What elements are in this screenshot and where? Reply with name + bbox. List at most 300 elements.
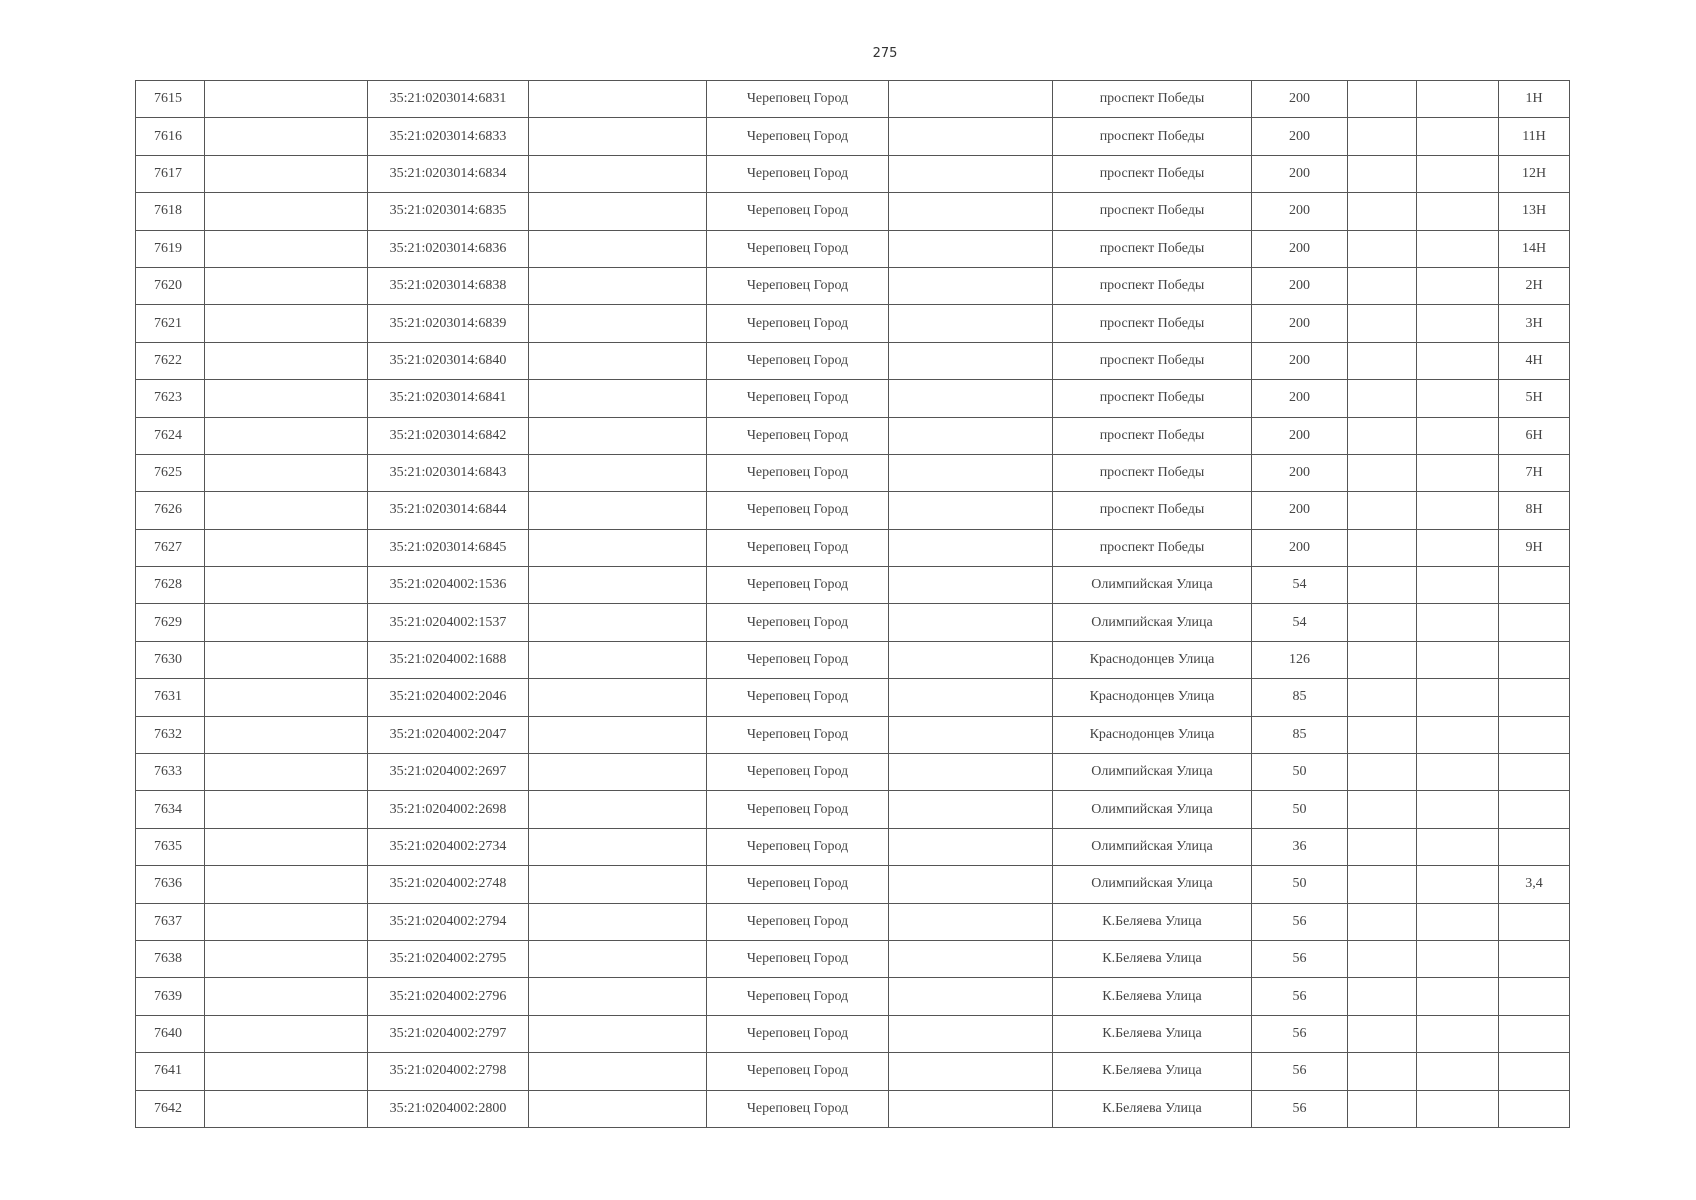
empty-cell xyxy=(1348,230,1417,267)
empty-cell xyxy=(529,81,707,118)
street-cell: проспект Победы xyxy=(1053,380,1252,417)
premises-cell: 8Н xyxy=(1499,492,1570,529)
empty-cell xyxy=(529,567,707,604)
city-cell: Череповец Город xyxy=(707,230,889,267)
table-row xyxy=(136,193,1570,230)
table-row xyxy=(136,380,1570,417)
house-number-cell: 50 xyxy=(1252,791,1348,828)
empty-cell xyxy=(205,454,368,491)
house-number-cell: 200 xyxy=(1252,342,1348,379)
empty-cell xyxy=(1417,230,1499,267)
empty-cell xyxy=(205,155,368,192)
empty-cell xyxy=(1417,978,1499,1015)
row-number-cell: 7634 xyxy=(136,791,205,828)
street-cell: проспект Победы xyxy=(1053,305,1252,342)
empty-cell xyxy=(1417,716,1499,753)
city-cell: Череповец Город xyxy=(707,118,889,155)
cadastral-number-cell: 35:21:0204002:1537 xyxy=(368,604,529,641)
house-number-cell: 126 xyxy=(1252,641,1348,678)
street-cell: Олимпийская Улица xyxy=(1053,828,1252,865)
empty-cell xyxy=(529,1090,707,1127)
empty-cell xyxy=(1417,1053,1499,1090)
premises-cell xyxy=(1499,679,1570,716)
premises-cell xyxy=(1499,940,1570,977)
street-cell: проспект Победы xyxy=(1053,230,1252,267)
house-number-cell: 200 xyxy=(1252,118,1348,155)
house-number-cell: 200 xyxy=(1252,193,1348,230)
empty-cell xyxy=(529,193,707,230)
table-row xyxy=(136,791,1570,828)
cadastral-number-cell: 35:21:0203014:6835 xyxy=(368,193,529,230)
empty-cell xyxy=(205,828,368,865)
empty-cell xyxy=(205,716,368,753)
empty-cell xyxy=(1348,791,1417,828)
empty-cell xyxy=(1348,716,1417,753)
premises-cell xyxy=(1499,754,1570,791)
empty-cell xyxy=(529,380,707,417)
empty-cell xyxy=(205,1015,368,1052)
table-row xyxy=(136,1090,1570,1127)
empty-cell xyxy=(1348,940,1417,977)
row-number-cell: 7626 xyxy=(136,492,205,529)
street-cell: проспект Победы xyxy=(1053,492,1252,529)
empty-cell xyxy=(889,754,1053,791)
cadastral-number-cell: 35:21:0203014:6838 xyxy=(368,267,529,304)
table-row xyxy=(136,567,1570,604)
street-cell: проспект Победы xyxy=(1053,193,1252,230)
empty-cell xyxy=(889,679,1053,716)
empty-cell xyxy=(205,1053,368,1090)
empty-cell xyxy=(889,230,1053,267)
empty-cell xyxy=(1417,903,1499,940)
empty-cell xyxy=(1417,529,1499,566)
street-cell: Краснодонцев Улица xyxy=(1053,641,1252,678)
premises-cell: 11Н xyxy=(1499,118,1570,155)
empty-cell xyxy=(1348,155,1417,192)
empty-cell xyxy=(205,903,368,940)
row-number-cell: 7618 xyxy=(136,193,205,230)
empty-cell xyxy=(205,679,368,716)
empty-cell xyxy=(205,604,368,641)
empty-cell xyxy=(529,1053,707,1090)
empty-cell xyxy=(1348,1015,1417,1052)
empty-cell xyxy=(1348,604,1417,641)
table-row xyxy=(136,1053,1570,1090)
empty-cell xyxy=(889,791,1053,828)
cadastral-number-cell: 35:21:0203014:6842 xyxy=(368,417,529,454)
empty-cell xyxy=(1417,342,1499,379)
house-number-cell: 200 xyxy=(1252,267,1348,304)
table-row xyxy=(136,230,1570,267)
city-cell: Череповец Город xyxy=(707,903,889,940)
empty-cell xyxy=(889,1053,1053,1090)
table-row xyxy=(136,118,1570,155)
empty-cell xyxy=(205,641,368,678)
cadastral-number-cell: 35:21:0204002:2796 xyxy=(368,978,529,1015)
table-row xyxy=(136,81,1570,118)
street-cell: проспект Победы xyxy=(1053,529,1252,566)
empty-cell xyxy=(1348,641,1417,678)
row-number-cell: 7635 xyxy=(136,828,205,865)
empty-cell xyxy=(205,567,368,604)
row-number-cell: 7630 xyxy=(136,641,205,678)
street-cell: Краснодонцев Улица xyxy=(1053,716,1252,753)
premises-cell: 13Н xyxy=(1499,193,1570,230)
empty-cell xyxy=(889,529,1053,566)
empty-cell xyxy=(1417,492,1499,529)
table-row xyxy=(136,417,1570,454)
cadastral-number-cell: 35:21:0204002:2795 xyxy=(368,940,529,977)
empty-cell xyxy=(1348,454,1417,491)
house-number-cell: 200 xyxy=(1252,492,1348,529)
cadastral-number-cell: 35:21:0204002:2798 xyxy=(368,1053,529,1090)
premises-cell xyxy=(1499,978,1570,1015)
empty-cell xyxy=(205,978,368,1015)
table-row xyxy=(136,604,1570,641)
table-row xyxy=(136,155,1570,192)
empty-cell xyxy=(1417,754,1499,791)
house-number-cell: 50 xyxy=(1252,866,1348,903)
empty-cell xyxy=(1417,791,1499,828)
empty-cell xyxy=(1348,567,1417,604)
row-number-cell: 7639 xyxy=(136,978,205,1015)
city-cell: Череповец Город xyxy=(707,754,889,791)
city-cell: Череповец Город xyxy=(707,1090,889,1127)
premises-cell: 3,4 xyxy=(1499,866,1570,903)
empty-cell xyxy=(1348,193,1417,230)
house-number-cell: 200 xyxy=(1252,529,1348,566)
street-cell: проспект Победы xyxy=(1053,417,1252,454)
empty-cell xyxy=(889,454,1053,491)
empty-cell xyxy=(205,81,368,118)
city-cell: Череповец Город xyxy=(707,679,889,716)
row-number-cell: 7620 xyxy=(136,267,205,304)
empty-cell xyxy=(205,380,368,417)
empty-cell xyxy=(205,529,368,566)
empty-cell xyxy=(529,716,707,753)
row-number-cell: 7623 xyxy=(136,380,205,417)
cadastral-number-cell: 35:21:0204002:1536 xyxy=(368,567,529,604)
cadastral-number-cell: 35:21:0203014:6836 xyxy=(368,230,529,267)
house-number-cell: 36 xyxy=(1252,828,1348,865)
table-row xyxy=(136,1015,1570,1052)
empty-cell xyxy=(529,903,707,940)
empty-cell xyxy=(1417,866,1499,903)
empty-cell xyxy=(529,417,707,454)
cadastral-number-cell: 35:21:0203014:6841 xyxy=(368,380,529,417)
table-row xyxy=(136,305,1570,342)
empty-cell xyxy=(205,940,368,977)
table-row xyxy=(136,903,1570,940)
table-row xyxy=(136,529,1570,566)
city-cell: Череповец Город xyxy=(707,81,889,118)
empty-cell xyxy=(205,417,368,454)
city-cell: Череповец Город xyxy=(707,716,889,753)
table-row xyxy=(136,342,1570,379)
house-number-cell: 50 xyxy=(1252,754,1348,791)
empty-cell xyxy=(205,118,368,155)
empty-cell xyxy=(1348,118,1417,155)
cadastral-number-cell: 35:21:0203014:6833 xyxy=(368,118,529,155)
row-number-cell: 7616 xyxy=(136,118,205,155)
cadastral-number-cell: 35:21:0204002:2047 xyxy=(368,716,529,753)
cadastral-number-cell: 35:21:0204002:2734 xyxy=(368,828,529,865)
city-cell: Череповец Город xyxy=(707,791,889,828)
empty-cell xyxy=(205,1090,368,1127)
empty-cell xyxy=(889,267,1053,304)
table-row xyxy=(136,866,1570,903)
city-cell: Череповец Город xyxy=(707,267,889,304)
empty-cell xyxy=(529,604,707,641)
cadastral-number-cell: 35:21:0204002:2748 xyxy=(368,866,529,903)
row-number-cell: 7642 xyxy=(136,1090,205,1127)
empty-cell xyxy=(1417,567,1499,604)
house-number-cell: 56 xyxy=(1252,940,1348,977)
row-number-cell: 7638 xyxy=(136,940,205,977)
empty-cell xyxy=(889,81,1053,118)
empty-cell xyxy=(529,529,707,566)
city-cell: Череповец Город xyxy=(707,342,889,379)
empty-cell xyxy=(529,155,707,192)
empty-cell xyxy=(1348,903,1417,940)
empty-cell xyxy=(205,492,368,529)
row-number-cell: 7640 xyxy=(136,1015,205,1052)
empty-cell xyxy=(529,230,707,267)
city-cell: Череповец Город xyxy=(707,1053,889,1090)
row-number-cell: 7615 xyxy=(136,81,205,118)
street-cell: проспект Победы xyxy=(1053,342,1252,379)
empty-cell xyxy=(205,193,368,230)
empty-cell xyxy=(1348,81,1417,118)
house-number-cell: 200 xyxy=(1252,155,1348,192)
empty-cell xyxy=(1348,305,1417,342)
street-cell: проспект Победы xyxy=(1053,118,1252,155)
house-number-cell: 56 xyxy=(1252,1015,1348,1052)
street-cell: проспект Победы xyxy=(1053,454,1252,491)
premises-cell: 7Н xyxy=(1499,454,1570,491)
city-cell: Череповец Город xyxy=(707,604,889,641)
empty-cell xyxy=(529,791,707,828)
cadastral-number-cell: 35:21:0204002:1688 xyxy=(368,641,529,678)
premises-cell: 6Н xyxy=(1499,417,1570,454)
row-number-cell: 7641 xyxy=(136,1053,205,1090)
empty-cell xyxy=(529,342,707,379)
table-row xyxy=(136,679,1570,716)
empty-cell xyxy=(889,193,1053,230)
empty-cell xyxy=(889,641,1053,678)
row-number-cell: 7632 xyxy=(136,716,205,753)
city-cell: Череповец Город xyxy=(707,305,889,342)
empty-cell xyxy=(1417,641,1499,678)
street-cell: К.Беляева Улица xyxy=(1053,903,1252,940)
street-cell: К.Беляева Улица xyxy=(1053,940,1252,977)
empty-cell xyxy=(889,940,1053,977)
table-row xyxy=(136,716,1570,753)
house-number-cell: 200 xyxy=(1252,454,1348,491)
city-cell: Череповец Город xyxy=(707,641,889,678)
empty-cell xyxy=(889,1090,1053,1127)
row-number-cell: 7628 xyxy=(136,567,205,604)
empty-cell xyxy=(529,679,707,716)
row-number-cell: 7637 xyxy=(136,903,205,940)
house-number-cell: 56 xyxy=(1252,1053,1348,1090)
empty-cell xyxy=(1417,940,1499,977)
empty-cell xyxy=(889,305,1053,342)
cadastral-number-cell: 35:21:0203014:6844 xyxy=(368,492,529,529)
premises-cell xyxy=(1499,1090,1570,1127)
empty-cell xyxy=(205,230,368,267)
premises-cell xyxy=(1499,604,1570,641)
table-row xyxy=(136,492,1570,529)
city-cell: Череповец Город xyxy=(707,454,889,491)
empty-cell xyxy=(1348,754,1417,791)
premises-cell: 12Н xyxy=(1499,155,1570,192)
empty-cell xyxy=(529,492,707,529)
empty-cell xyxy=(1417,679,1499,716)
row-number-cell: 7631 xyxy=(136,679,205,716)
empty-cell xyxy=(1417,454,1499,491)
street-cell: К.Беляева Улица xyxy=(1053,1015,1252,1052)
empty-cell xyxy=(1348,492,1417,529)
empty-cell xyxy=(1417,417,1499,454)
premises-cell: 5Н xyxy=(1499,380,1570,417)
street-cell: К.Беляева Улица xyxy=(1053,978,1252,1015)
street-cell: Олимпийская Улица xyxy=(1053,754,1252,791)
cadastral-number-cell: 35:21:0203014:6840 xyxy=(368,342,529,379)
street-cell: проспект Победы xyxy=(1053,267,1252,304)
street-cell: Олимпийская Улица xyxy=(1053,604,1252,641)
premises-cell xyxy=(1499,641,1570,678)
table-row xyxy=(136,940,1570,977)
empty-cell xyxy=(1348,679,1417,716)
empty-cell xyxy=(889,828,1053,865)
premises-cell xyxy=(1499,1015,1570,1052)
empty-cell xyxy=(889,866,1053,903)
empty-cell xyxy=(1417,305,1499,342)
empty-cell xyxy=(1417,81,1499,118)
house-number-cell: 200 xyxy=(1252,417,1348,454)
premises-cell xyxy=(1499,828,1570,865)
empty-cell xyxy=(529,267,707,304)
premises-cell: 2Н xyxy=(1499,267,1570,304)
table-row xyxy=(136,454,1570,491)
empty-cell xyxy=(889,492,1053,529)
premises-cell xyxy=(1499,567,1570,604)
premises-cell xyxy=(1499,903,1570,940)
empty-cell xyxy=(1348,417,1417,454)
city-cell: Череповец Город xyxy=(707,866,889,903)
cadastral-number-cell: 35:21:0204002:2046 xyxy=(368,679,529,716)
house-number-cell: 56 xyxy=(1252,978,1348,1015)
premises-cell: 4Н xyxy=(1499,342,1570,379)
empty-cell xyxy=(529,828,707,865)
row-number-cell: 7636 xyxy=(136,866,205,903)
cadastral-number-cell: 35:21:0204002:2800 xyxy=(368,1090,529,1127)
house-number-cell: 56 xyxy=(1252,903,1348,940)
cadastral-number-cell: 35:21:0203014:6839 xyxy=(368,305,529,342)
street-cell: Краснодонцев Улица xyxy=(1053,679,1252,716)
premises-cell xyxy=(1499,716,1570,753)
empty-cell xyxy=(205,754,368,791)
city-cell: Череповец Город xyxy=(707,978,889,1015)
table-body xyxy=(136,81,1570,1128)
row-number-cell: 7633 xyxy=(136,754,205,791)
empty-cell xyxy=(529,305,707,342)
city-cell: Череповец Город xyxy=(707,380,889,417)
empty-cell xyxy=(1348,380,1417,417)
row-number-cell: 7617 xyxy=(136,155,205,192)
table-row xyxy=(136,641,1570,678)
row-number-cell: 7619 xyxy=(136,230,205,267)
street-cell: проспект Победы xyxy=(1053,155,1252,192)
row-number-cell: 7629 xyxy=(136,604,205,641)
cadastral-number-cell: 35:21:0204002:2697 xyxy=(368,754,529,791)
city-cell: Череповец Город xyxy=(707,529,889,566)
city-cell: Череповец Город xyxy=(707,1015,889,1052)
street-cell: Олимпийская Улица xyxy=(1053,567,1252,604)
premises-cell: 1Н xyxy=(1499,81,1570,118)
empty-cell xyxy=(1348,978,1417,1015)
empty-cell xyxy=(1348,1053,1417,1090)
cadastral-number-cell: 35:21:0204002:2797 xyxy=(368,1015,529,1052)
empty-cell xyxy=(1417,380,1499,417)
page-number: 275 xyxy=(872,46,898,61)
street-cell: проспект Победы xyxy=(1053,81,1252,118)
table-row xyxy=(136,828,1570,865)
table-row xyxy=(136,267,1570,304)
house-number-cell: 54 xyxy=(1252,567,1348,604)
row-number-cell: 7625 xyxy=(136,454,205,491)
empty-cell xyxy=(1417,1090,1499,1127)
row-number-cell: 7621 xyxy=(136,305,205,342)
registry-table xyxy=(135,80,1570,1128)
empty-cell xyxy=(529,1015,707,1052)
empty-cell xyxy=(1417,267,1499,304)
premises-cell xyxy=(1499,1053,1570,1090)
house-number-cell: 200 xyxy=(1252,305,1348,342)
row-number-cell: 7627 xyxy=(136,529,205,566)
row-number-cell: 7624 xyxy=(136,417,205,454)
empty-cell xyxy=(205,305,368,342)
cadastral-number-cell: 35:21:0203014:6845 xyxy=(368,529,529,566)
table-row xyxy=(136,978,1570,1015)
city-cell: Череповец Город xyxy=(707,193,889,230)
empty-cell xyxy=(889,567,1053,604)
premises-cell: 9Н xyxy=(1499,529,1570,566)
empty-cell xyxy=(1417,1015,1499,1052)
house-number-cell: 54 xyxy=(1252,604,1348,641)
house-number-cell: 200 xyxy=(1252,230,1348,267)
empty-cell xyxy=(889,903,1053,940)
empty-cell xyxy=(1417,193,1499,230)
empty-cell xyxy=(889,342,1053,379)
empty-cell xyxy=(889,604,1053,641)
premises-cell: 3Н xyxy=(1499,305,1570,342)
cadastral-number-cell: 35:21:0204002:2794 xyxy=(368,903,529,940)
city-cell: Череповец Город xyxy=(707,567,889,604)
premises-cell: 14Н xyxy=(1499,230,1570,267)
empty-cell xyxy=(529,940,707,977)
cadastral-number-cell: 35:21:0203014:6831 xyxy=(368,81,529,118)
empty-cell xyxy=(205,267,368,304)
empty-cell xyxy=(889,380,1053,417)
premises-cell xyxy=(1499,791,1570,828)
empty-cell xyxy=(205,866,368,903)
cadastral-number-cell: 35:21:0204002:2698 xyxy=(368,791,529,828)
empty-cell xyxy=(529,454,707,491)
empty-cell xyxy=(529,641,707,678)
empty-cell xyxy=(889,716,1053,753)
